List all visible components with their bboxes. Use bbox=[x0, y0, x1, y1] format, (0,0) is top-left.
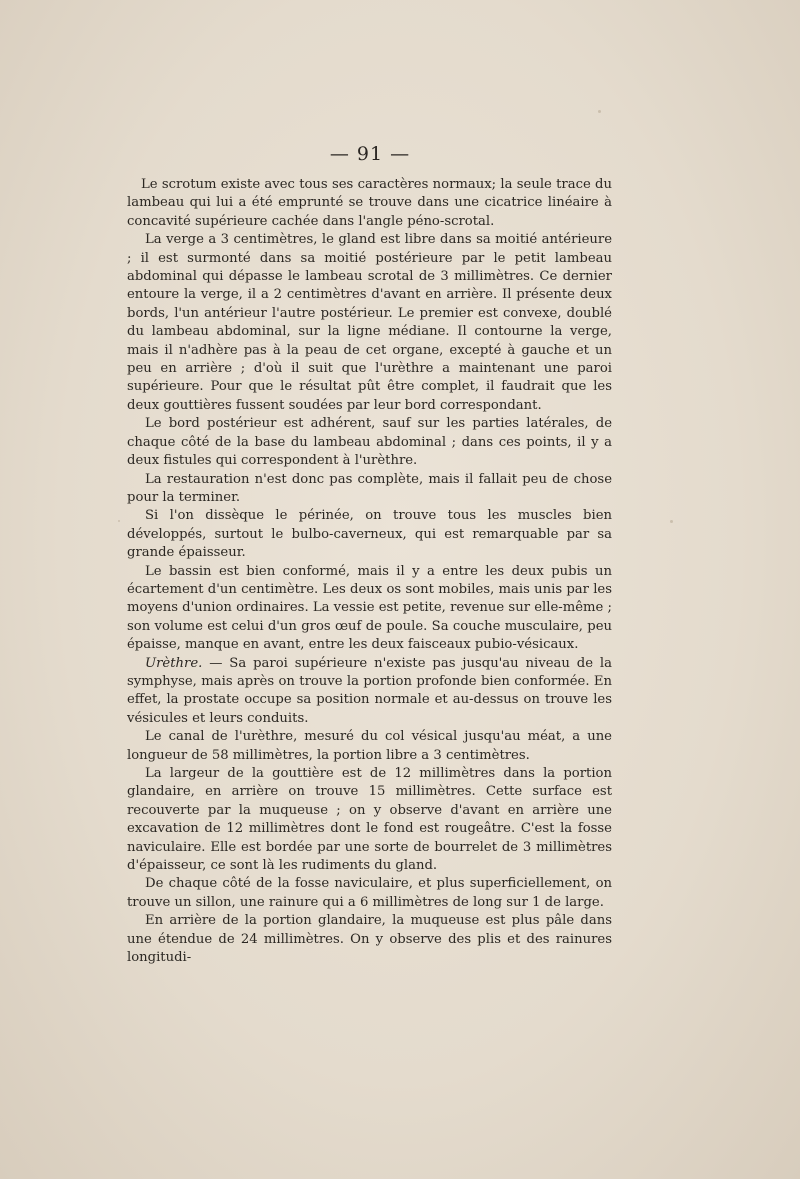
paragraph-verge: La verge a 3 centimètres, le gland est libre dans sa moitié antérieure ; il est surmonté dans sa moitié postérieure par le petit lambeau abdominal qui dépasse le lambeau scrotal de 3 millimètres. Ce dernier entoure la verge, il a 2 centimètres d'avant en arrière. Il présente deux bords, l'un antérieur l'autre postérieur. Le premier est convexe, doublé du lambeau abdominal, sur la ligne médiane. Il contourne la verge, mais il n'adhère pas à la peau de cet organe, excepté à gauche et un peu en arrière ; d'où il suit que l'urèthre a maintenant une paroi supérieure. Pour que le résultat pût être complet, il faudrait que les deux gouttières fussent soudées par leur bord correspondant. bbox=[127, 232, 612, 413]
paragraph-scrotum: Le scrotum existe avec tous ses caractères normaux; la seule trace du lambeau qui lui a été emprunté se trouve dans une cicatrice linéaire à concavité supérieure cachée dans l'angle péno-scrotal. bbox=[127, 177, 612, 229]
paragraph-bassin: Le bassin est bien conformé, mais il y a entre les deux pubis un écartement d'un centimètre. Les deux os sont mobiles, mais unis par les moyens d'union ordinaires. La vessie est petite, revenue sur elle-même ; son volume est celui d'un gros œuf de poule. Sa couche musculaire, peu épaisse, manque en avant, entre les deux faisceaux pubio-vésicaux. bbox=[127, 563, 612, 653]
paragraph-urethre bbox=[127, 655, 612, 729]
paragraph-canal: Le canal de l'urèthre, mesuré du col vésical jusqu'au méat, a une longueur de 58 millimètres, la portion libre a 3 centimètres. bbox=[127, 729, 612, 763]
paragraph-perinee: Si l'on dissèque le périnée, on trouve tous les muscles bien développés, surtout le bulbo-caverneux, qui est remarquable par sa grande épaisseur. bbox=[127, 508, 612, 561]
paragraph-fosse: De chaque côté de la fosse naviculaire, et plus superficiellement, on trouve un sillon, une rainure qui a 6 millimètres de long sur 1 de large. bbox=[127, 876, 612, 910]
paper-speck bbox=[670, 520, 673, 523]
paragraph-bord-posterieur: Le bord postérieur est adhérent, sauf sur les parties latérales, de chaque côté de la base du lambeau abdominal ; dans ces points, il y a deux fistules qui correspondent à l'urèthre. bbox=[127, 416, 612, 469]
section-label-urethre: Urèthre. bbox=[145, 655, 203, 671]
paragraph-portion-glandaire: En arrière de la portion glandaire, la muqueuse est plus pâle dans une étendue de 24 millimètres. On y observe des plis et des rainures longitudi- bbox=[127, 913, 612, 966]
body-text bbox=[127, 176, 612, 967]
paragraph-largeur: La largeur de la gouttière est de 12 millimètres dans la portion glandaire, en arrière on trouve 15 millimètres. Cette surface est recouverte par la muqueuse ; on y observe d'avant en arrière une excavation de 12 millimètres dont le fond est rougeâtre. C'est la fosse naviculaire. Elle est bordée par une sorte de bourrelet de 3 millimètres d'épaisseur, ce sont là les rudiments du gland. bbox=[127, 766, 612, 874]
paragraph-urethre-text: — Sa paroi supérieure n'existe pas jusqu'au niveau de la symphyse, mais après on trouve la portion profonde bien conformée. En effet, la prostate occupe sa position normale et au-dessus on trouve les vésicules et leurs conduits. bbox=[127, 655, 612, 726]
page-number: — 91 — bbox=[329, 143, 411, 165]
paragraph-restauration: La restauration n'est donc pas complète, mais il fallait peu de chose pour la terminer. bbox=[127, 471, 612, 505]
paper-speck bbox=[598, 110, 601, 113]
paper-speck bbox=[118, 520, 120, 522]
